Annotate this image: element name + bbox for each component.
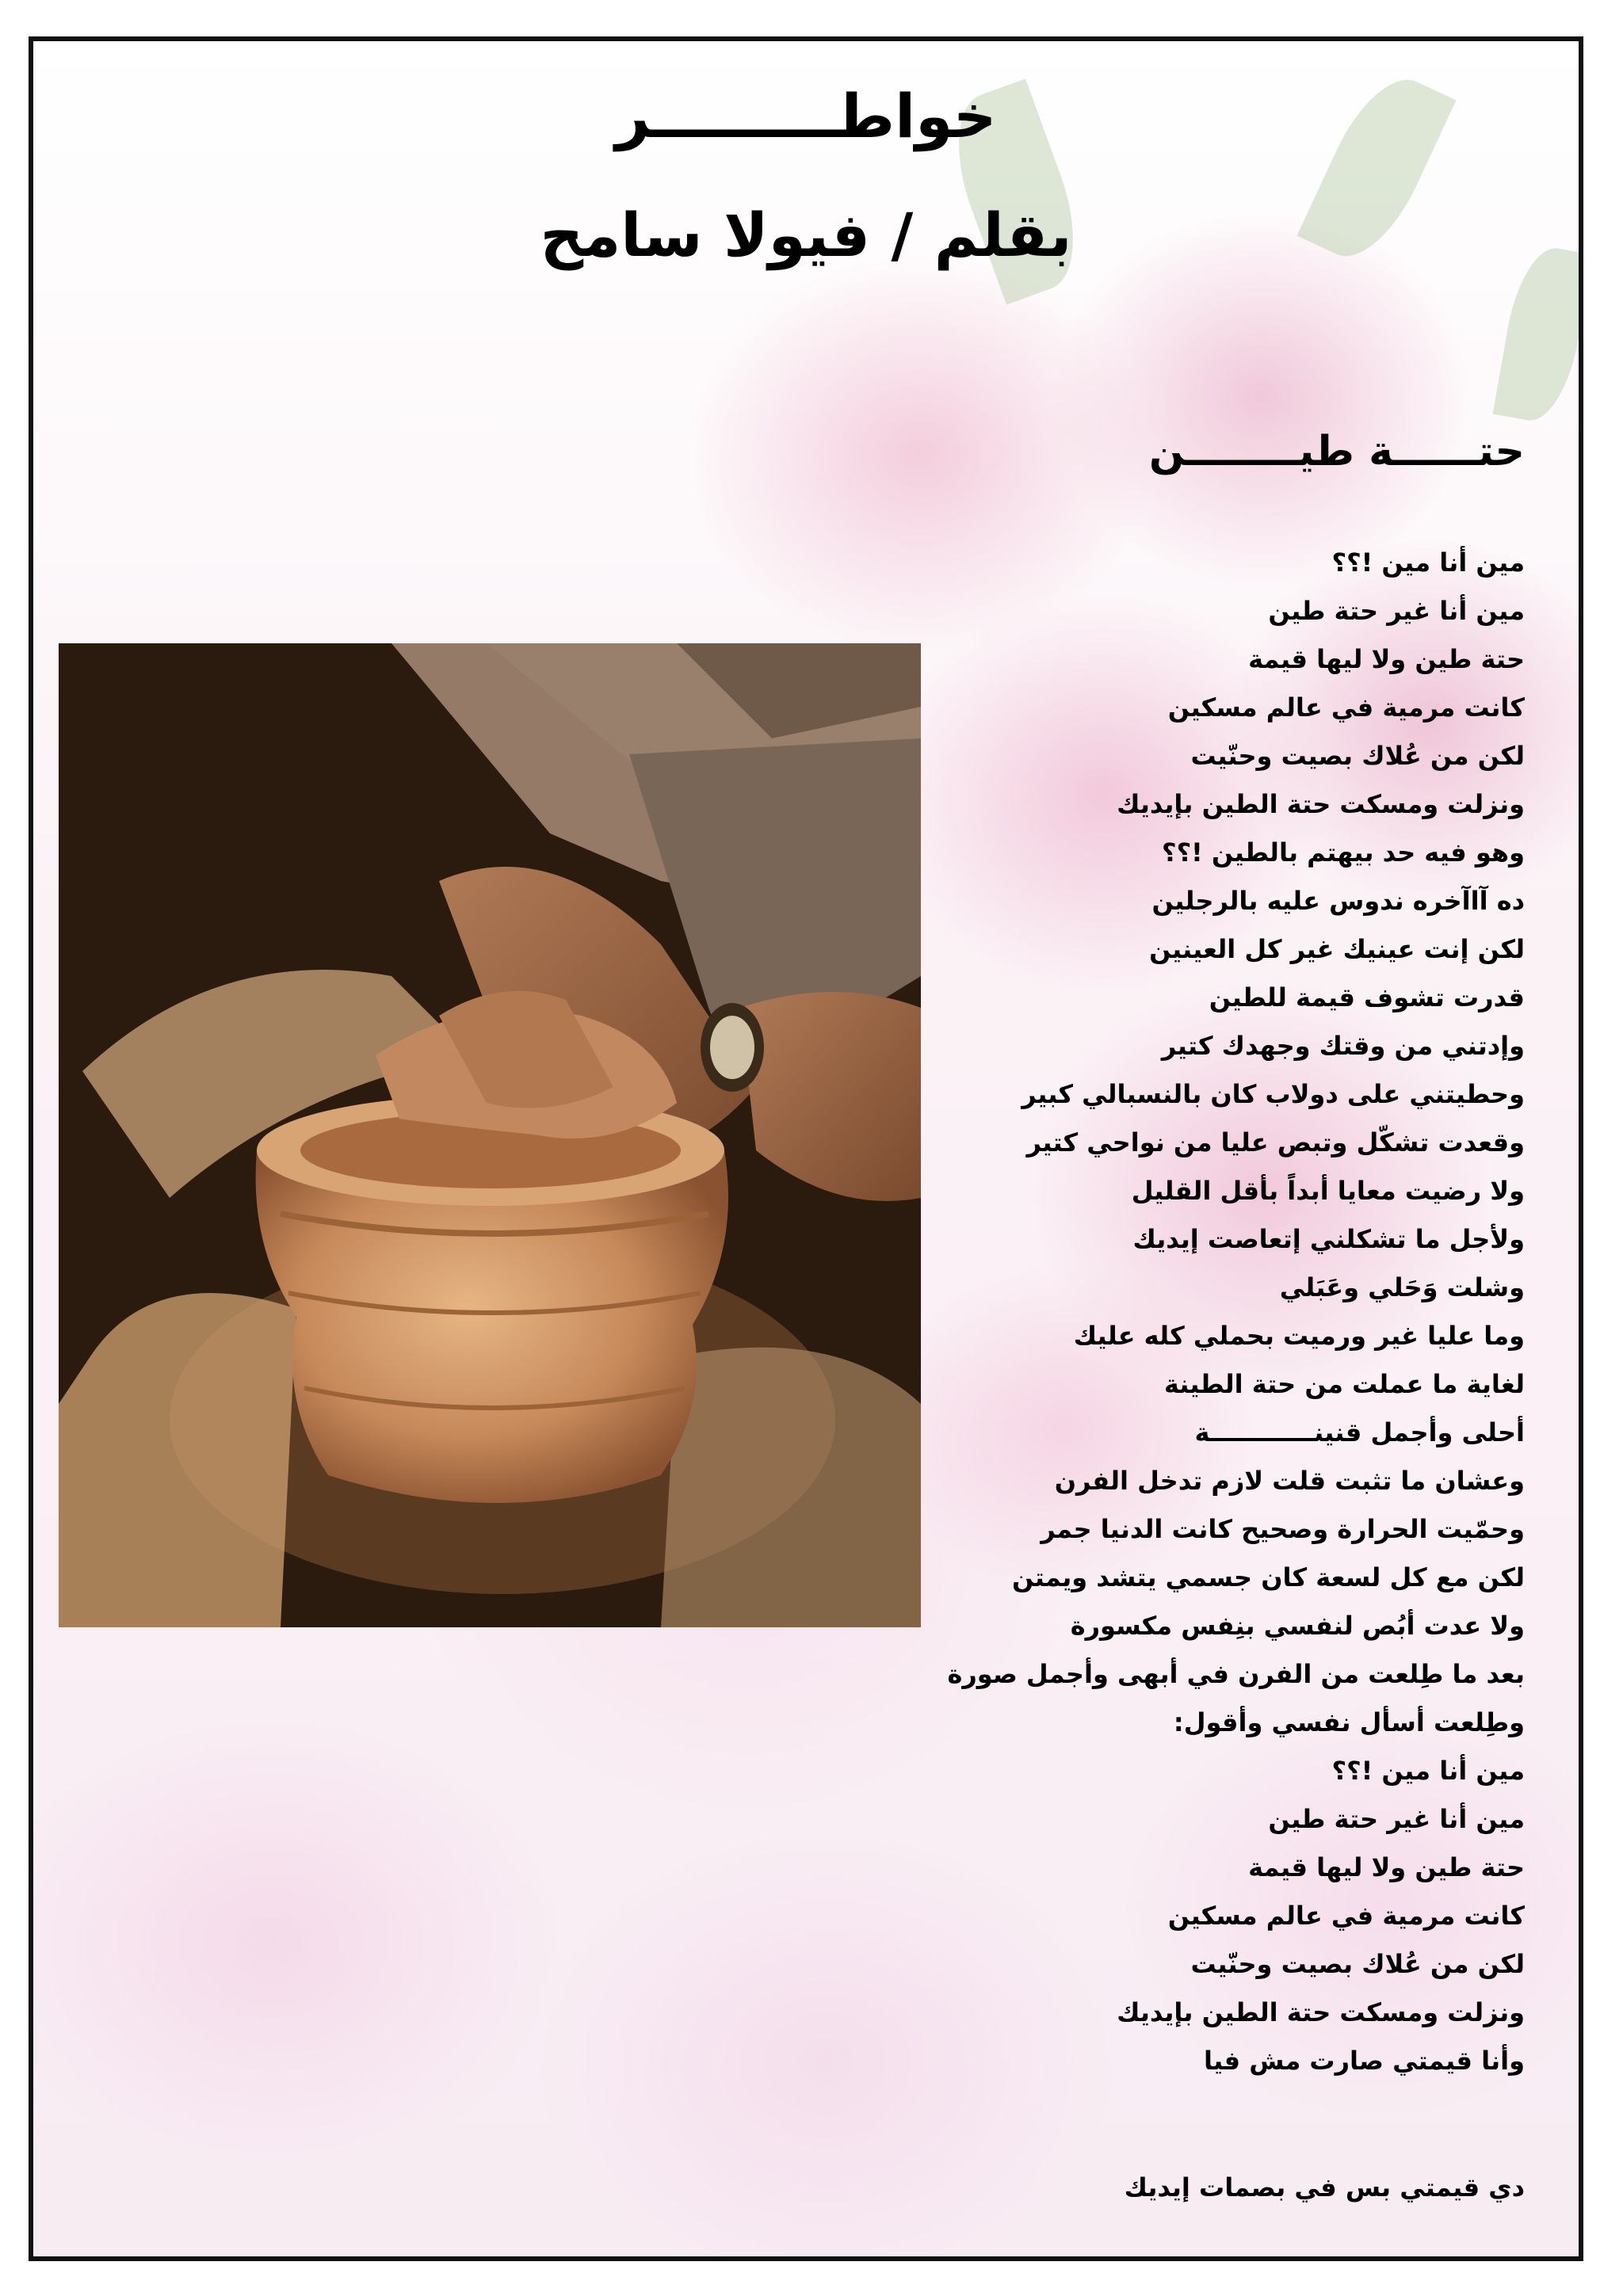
poem-line: وشلت وَحَلي وعَبَلي <box>1279 1272 1525 1302</box>
poem-line: وما عليا غير ورميت بحملي كله عليك <box>1073 1321 1525 1351</box>
poem-line: لغاية ما عملت من حتة الطينة <box>1163 1369 1525 1399</box>
poem-line: ده آاآخره ندوس عليه بالرجلين <box>1151 886 1525 916</box>
pottery-illustration <box>59 643 921 1627</box>
poem-line: ونزلت ومسكت حتة الطين بإيديك <box>1117 1997 1525 2027</box>
poem-line: أحلى وأجمل قنينــــــــــــة <box>1194 1417 1525 1447</box>
poem-line: كانت مرمية في عالم مسكين <box>1167 692 1525 723</box>
poem-line: وإدتني من وقتك وجهدك كتير <box>1161 1031 1525 1061</box>
poem-line: لكن من عُلاك بصيت وحنّيت <box>1190 1949 1525 1979</box>
poem-line: حتة طين ولا ليها قيمة <box>1248 1852 1525 1882</box>
page-title: خواطـــــــــر <box>615 81 997 151</box>
poem-line: قدرت تشوف قيمة للطين <box>1209 982 1525 1013</box>
poem-line: ولأجل ما تشكلني إتعاصت إيديك <box>1132 1224 1525 1254</box>
poem-line: لكن إنت عينيك غير كل العينين <box>1149 934 1525 964</box>
poem-line: وعشان ما تثبت قلت لازم تدخل الفرن <box>1054 1466 1525 1496</box>
poem-line: وطِلعت أسأل نفسي وأقول: <box>1173 1707 1525 1737</box>
poem-line: وحمّيت الحرارة وصحيح كانت الدنيا جمر <box>1041 1514 1525 1544</box>
poem-line: مين أنا مين !؟؟ <box>1331 547 1525 578</box>
poem-line: لكن مع كل لسعة كان جسمي يتشد ويمتن <box>1011 1562 1525 1592</box>
poem-line: وقعدت تشكّل وتبص عليا من نواحي كتير <box>1026 1127 1525 1158</box>
poem-line: حتة طين ولا ليها قيمة <box>1248 644 1525 674</box>
poem-line: مين أنا مين !؟؟ <box>1331 1756 1525 1786</box>
poem-line: مين أنا غير حتة طين <box>1268 596 1525 626</box>
poem-line: مين أنا غير حتة طين <box>1268 1804 1525 1834</box>
poem-line: بعد ما طِلعت من الفرن في أبهى وأجمل صورة <box>947 1659 1525 1689</box>
poem-line: ونزلت ومسكت حتة الطين بإيديك <box>1117 789 1525 819</box>
closing-line: دي قيمتي بس في بصمات إيديك <box>1124 2172 1525 2203</box>
poem-line: ولا رضيت معايا أبداً بأقل القليل <box>1131 1176 1525 1206</box>
poem-line: لكن من عُلاك بصيت وحنّيت <box>1190 741 1525 771</box>
author-byline: بقلم / فيولا سامح <box>540 200 1072 270</box>
poem-line: ولا عدت أبُص لنفسي بنِفس مكسورة <box>1070 1611 1525 1641</box>
poem-heading: حتــــــة طيــــــــن <box>1148 428 1525 475</box>
poem-line: كانت مرمية في عالم مسكين <box>1167 1901 1525 1931</box>
poem-line: وأنا قيمتي صارت مش فيا <box>1204 2046 1525 2076</box>
poem-line: وحطيتني على دولاب كان بالنسبالي كبير <box>1022 1079 1525 1109</box>
poem-line: وهو فيه حد بيهتم بالطين !؟؟ <box>1162 837 1525 868</box>
poem-body <box>875 539 1525 2085</box>
page-frame <box>29 36 1583 2261</box>
pottery-photo <box>59 643 921 1627</box>
